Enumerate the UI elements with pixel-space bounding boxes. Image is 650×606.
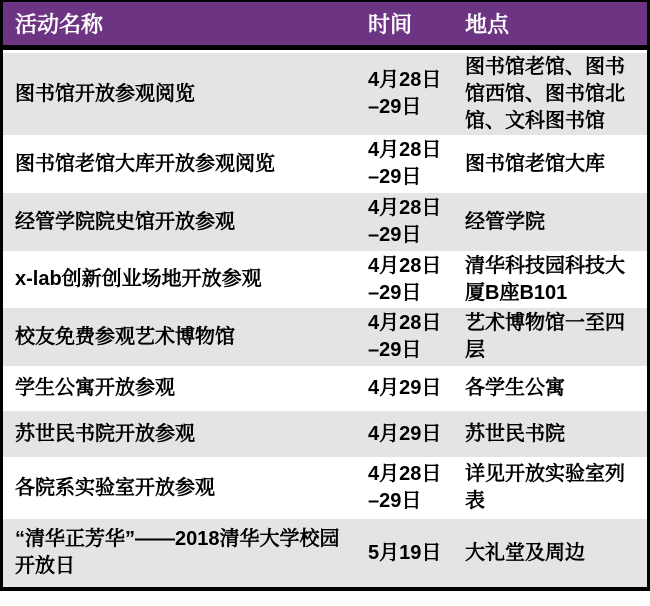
activity-name-cell: x-lab创新创业场地开放参观 [15,268,262,290]
time-cell [363,461,460,515]
time-cell [363,137,460,191]
location-cell: 清华科技园科技大厦B座B101 [465,254,625,304]
table-header-row [3,2,647,50]
time-line: –29日 [368,490,422,512]
activity-name-cell: “清华正芳华”——2018清华大学校园开放日 [15,528,340,577]
table-row [3,411,647,457]
time-line: 4月28日 [368,197,442,219]
time-line: –29日 [368,96,422,118]
table-bottom-border [3,587,647,591]
table-row [3,366,647,411]
table-row [3,193,647,251]
activity-name-cell: 苏世民书院开放参观 [15,422,195,445]
activity-name-cell: 图书馆老馆大库开放参观阅览 [15,152,275,175]
time-cell [363,310,460,364]
column-header-activity: 活动名称 [15,12,104,37]
activity-name-cell: 校友免费参观艺术博物馆 [15,325,235,348]
time-cell [363,421,460,448]
time-line: 4月28日 [368,139,442,161]
location-cell: 各学生公寓 [465,377,565,399]
time-line: –29日 [368,339,422,361]
time-line: 4月28日 [368,463,442,485]
activity-name-cell: 经管学院院史馆开放参观 [15,210,235,233]
table-row [3,308,647,366]
table-row [3,519,647,587]
location-cell: 图书馆老馆大库 [465,152,605,175]
time-cell [363,253,460,307]
time-line: 4月28日 [368,254,442,277]
time-line: –29日 [368,166,422,188]
location-cell: 详见开放实验室列表 [465,463,625,512]
time-line: –29日 [368,281,422,304]
table-row [3,135,647,193]
table-row [3,251,647,308]
time-cell [363,375,460,402]
time-cell [363,195,460,249]
time-line: 4月28日 [368,312,442,334]
location-cell: 经管学院 [465,210,545,233]
time-cell [363,67,460,121]
location-cell: 艺术博物馆一至四层 [465,312,625,361]
table-row [3,53,647,135]
time-line: –29日 [368,224,422,246]
activity-name-cell: 学生公寓开放参观 [15,377,175,399]
table-body [3,53,647,587]
column-header-location: 地点 [465,12,510,37]
activity-name-cell: 各院系实验室开放参观 [15,476,215,499]
time-line: 5月19日 [368,541,442,564]
activity-name-cell: 图书馆开放参观阅览 [15,82,195,105]
column-header-time: 时间 [368,12,413,37]
time-cell [363,540,460,567]
time-line: 4月28日 [368,69,442,91]
location-cell: 大礼堂及周边 [465,541,585,564]
location-cell: 苏世民书院 [465,422,565,445]
table-row [3,457,647,519]
time-line: 4月29日 [368,377,442,399]
time-line: 4月29日 [368,422,442,445]
location-cell: 图书馆老馆、图书馆西馆、图书馆北馆、文科图书馆 [465,55,625,132]
